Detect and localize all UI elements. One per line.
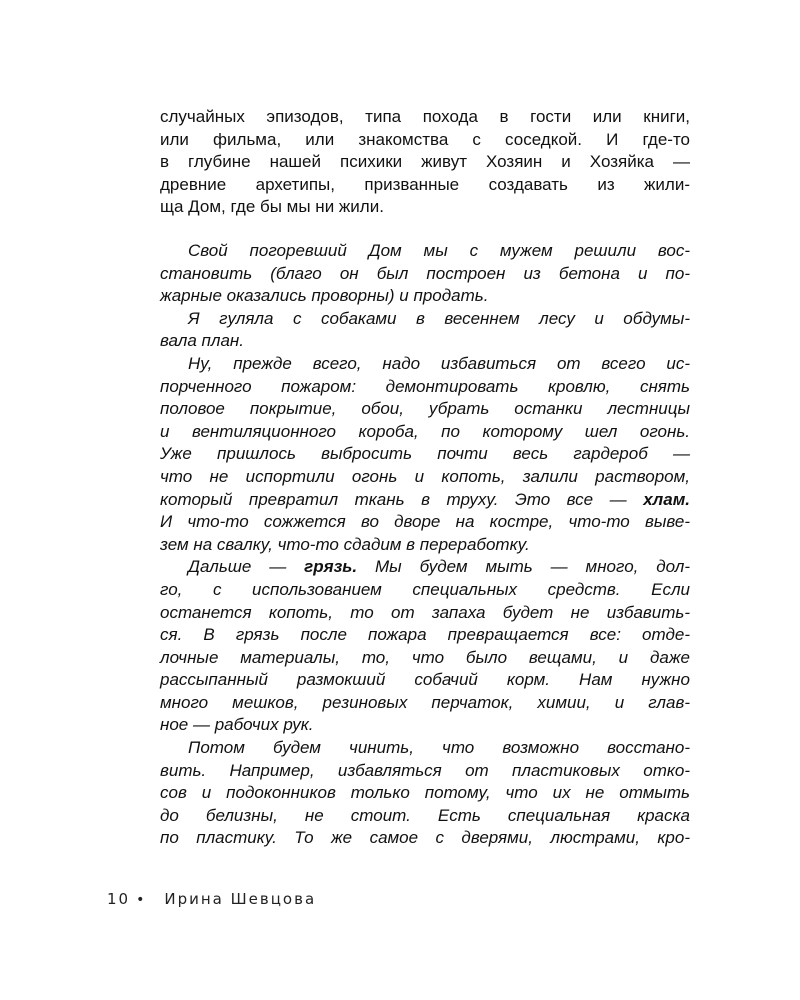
text-line: по пластику. То же самое с дверями, люстрами, кро- xyxy=(160,828,690,848)
text-line: лочные материалы, то, что было вещами, и даже xyxy=(160,647,690,667)
text-line: Ну, прежде всего, надо избавиться от всего ис- xyxy=(188,353,690,373)
text-line: И что-то сожжется во дворе на костре, что-то выве- xyxy=(160,512,690,532)
text-line: рассыпанный размокший собачий корм. Нам нужно xyxy=(160,670,690,690)
text-segment: Дальше — xyxy=(188,557,287,577)
text-line: сов и подоконников только потому, что их не отмыть xyxy=(160,783,690,803)
author-name: Ирина Шевцова xyxy=(164,890,317,908)
text-line: зем на свалку, что-то сдадим в переработку. xyxy=(160,534,530,554)
text-line: Уже пришлось выбросить почти весь гардероб — xyxy=(160,444,690,464)
text-segment: Мы будем мыть — много, дол- xyxy=(375,557,690,577)
text-line: Я гуляла с собаками в весеннем лесу и обдумы- xyxy=(188,308,690,328)
text-line: в глубине нашей психики живут Хозяин и Хозяйка — xyxy=(160,152,690,172)
text-line: ное — рабочих рук. xyxy=(160,715,314,735)
text-line: становить (благо он был построен из бетона и по- xyxy=(160,263,690,283)
intro-paragraph xyxy=(160,106,690,219)
text-line: или фильма, или знакомства с соседкой. И где-то xyxy=(160,129,690,149)
text-line: вить. Например, избавляться от пластиковых отко- xyxy=(160,760,690,780)
text-line xyxy=(160,489,690,512)
text-line: ща Дом, где бы мы ни жили. xyxy=(160,197,384,217)
text-line: древние архетипы, призванные создавать из жили- xyxy=(160,174,690,194)
page-number: 10 xyxy=(107,890,131,908)
text-line: что не испортили огонь и копоть, залили раствором, xyxy=(160,466,690,486)
text-segment: который превратил ткань в труху. Это все — xyxy=(160,489,627,509)
text-line: вала план. xyxy=(160,331,245,351)
text-line: много мешков, резиновых перчаток, химии, и глав- xyxy=(160,692,690,712)
text-line: порченного пожаром: демонтировать кровлю, снять xyxy=(160,376,690,396)
text-line: ся. В грязь после пожара превращается все: отде- xyxy=(160,625,690,645)
text-line: половое покрытие, обои, убрать останки лестницы xyxy=(160,399,690,419)
story-text xyxy=(160,240,690,850)
page-footer xyxy=(107,890,316,908)
text-line: останется копоть, то от запаха будет не избавить- xyxy=(160,602,690,622)
text-line: и вентиляционного короба, по которому шел огонь. xyxy=(160,421,690,441)
bullet-icon: • xyxy=(136,892,147,908)
text-line: случайных эпизодов, типа похода в гости или книги, xyxy=(160,107,690,126)
text-line: Потом будем чинить, что возможно восстано- xyxy=(188,738,690,758)
bold-word-khlam: хлам. xyxy=(643,489,690,509)
bold-word-gryaz: грязь. xyxy=(304,557,358,577)
text-line: Свой погоревший Дом мы с мужем решили вос- xyxy=(188,241,690,260)
text-line: жарные оказались проворны) и продать. xyxy=(160,286,489,306)
text-line xyxy=(160,556,690,579)
text-line: го, с использованием специальных средств. Если xyxy=(160,579,690,599)
text-line: до белизны, не стоит. Есть специальная краска xyxy=(160,805,690,825)
